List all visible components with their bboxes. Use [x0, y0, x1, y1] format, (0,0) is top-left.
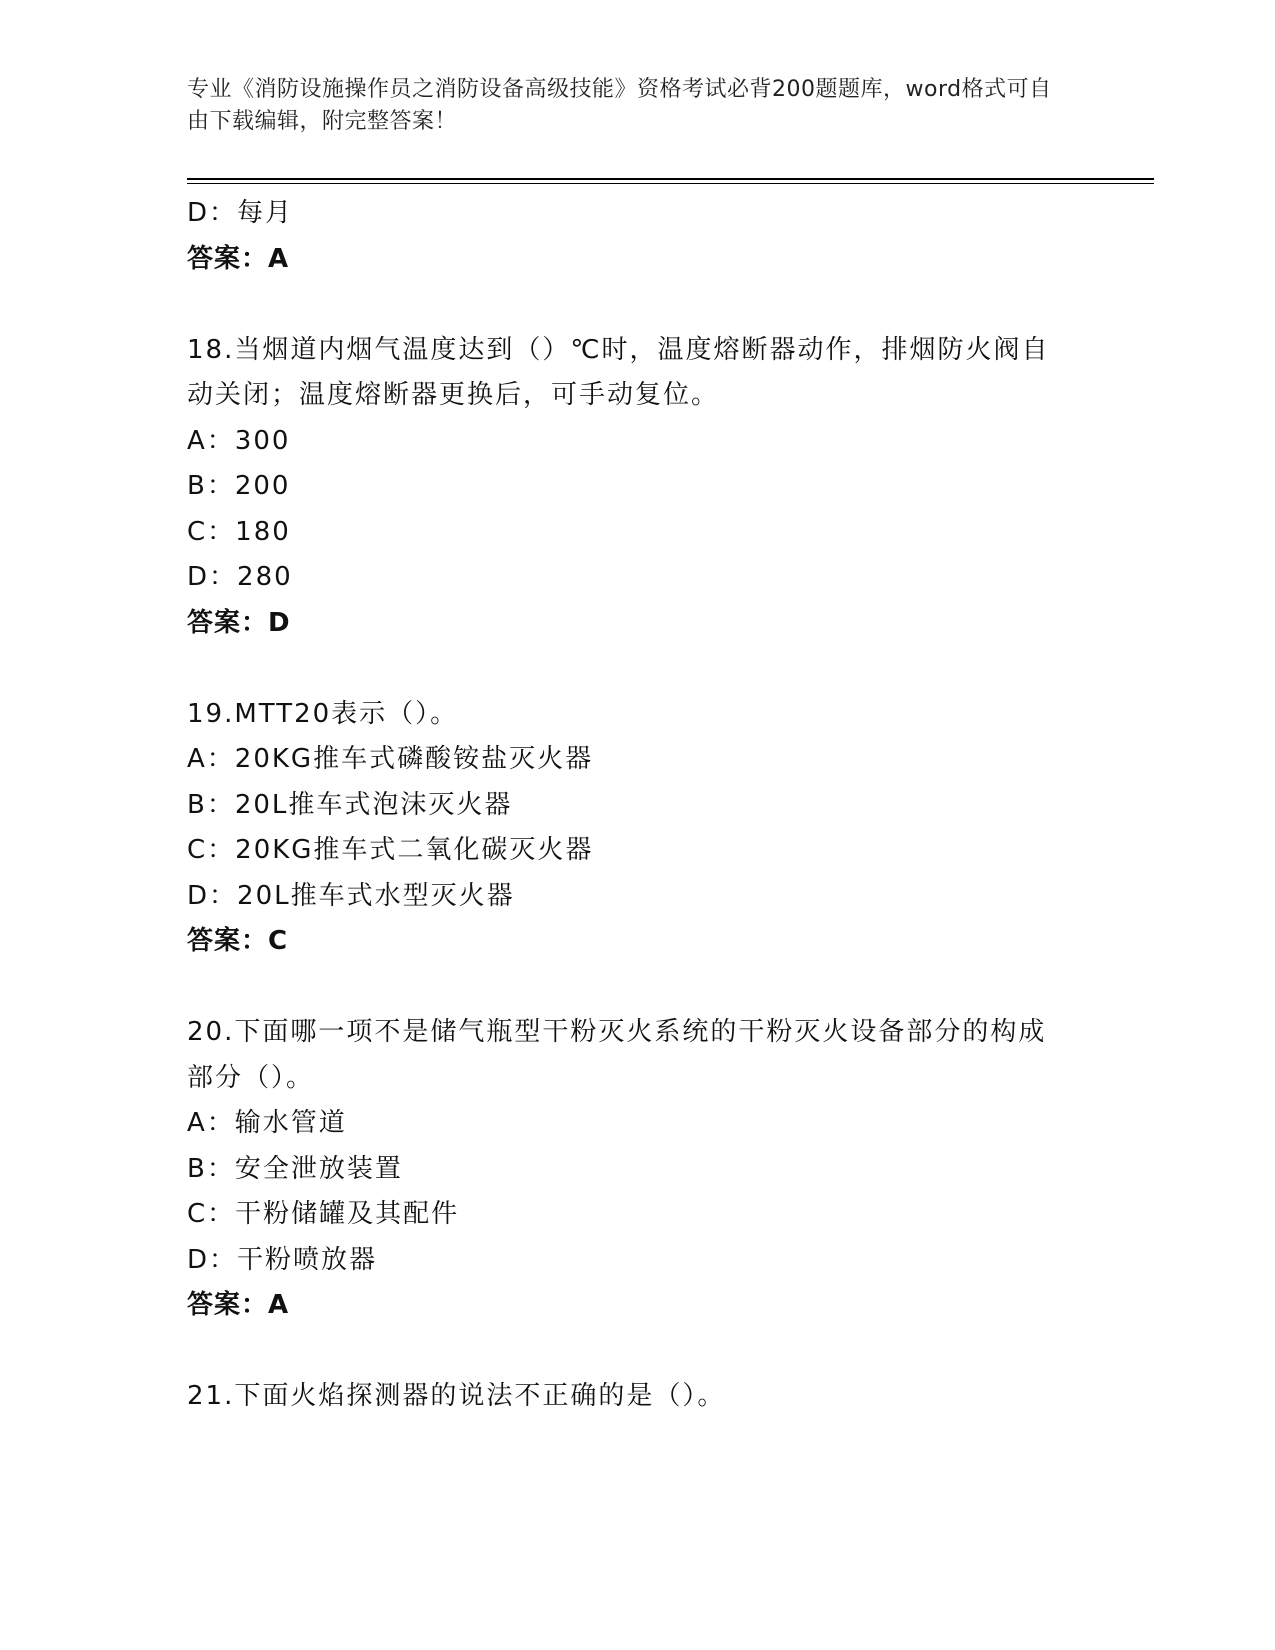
- option-a: A：输水管道: [187, 1108, 347, 1138]
- option-c: C：180: [187, 516, 291, 547]
- answer-line: 答案：C: [187, 926, 289, 956]
- header-divider: [187, 178, 1154, 180]
- document-body: [187, 191, 1087, 1420]
- answer-line: 答案：D: [187, 607, 291, 638]
- question-21-text: 21.下面火焰探测器的说法不正确的是（）。: [187, 1381, 726, 1411]
- option-b: B：安全泄放装置: [187, 1153, 403, 1184]
- option-b: B：20L推车式泡沫灭火器: [187, 789, 513, 820]
- header-divider-thin: [187, 183, 1154, 184]
- option-d: D：每月: [187, 198, 294, 228]
- question-19-text: 19.MTT20表示（）。: [187, 698, 459, 729]
- option-d: D：20L推车式水型灭火器: [187, 880, 515, 911]
- question-18-text: 18.当烟道内烟气温度达到（）℃时，温度熔断器动作，排烟防火阀自动关闭；温度熔断器更换后，可手动复位。: [187, 334, 1050, 410]
- option-b: B：200: [187, 471, 291, 501]
- option-c: C：20KG推车式二氧化碳灭火器: [187, 835, 594, 865]
- option-a: A：300: [187, 425, 291, 456]
- option-d: D：干粉喷放器: [187, 1244, 378, 1275]
- question-20-text: 20.下面哪一项不是储气瓶型干粉灭火系统的干粉灭火设备部分的构成部分（）。: [187, 1017, 1047, 1093]
- option-a: A：20KG推车式磷酸铵盐灭火器: [187, 744, 594, 774]
- answer-line: 答案：A: [187, 1290, 290, 1320]
- option-d: D：280: [187, 562, 293, 592]
- option-c: C：干粉储罐及其配件: [187, 1199, 460, 1229]
- page-header: 专业《消防设施操作员之消防设备高级技能》资格考试必背200题题库，word格式可自由下载编辑，附完整答案！: [187, 77, 1052, 134]
- answer-line: 答案：A: [187, 243, 290, 274]
